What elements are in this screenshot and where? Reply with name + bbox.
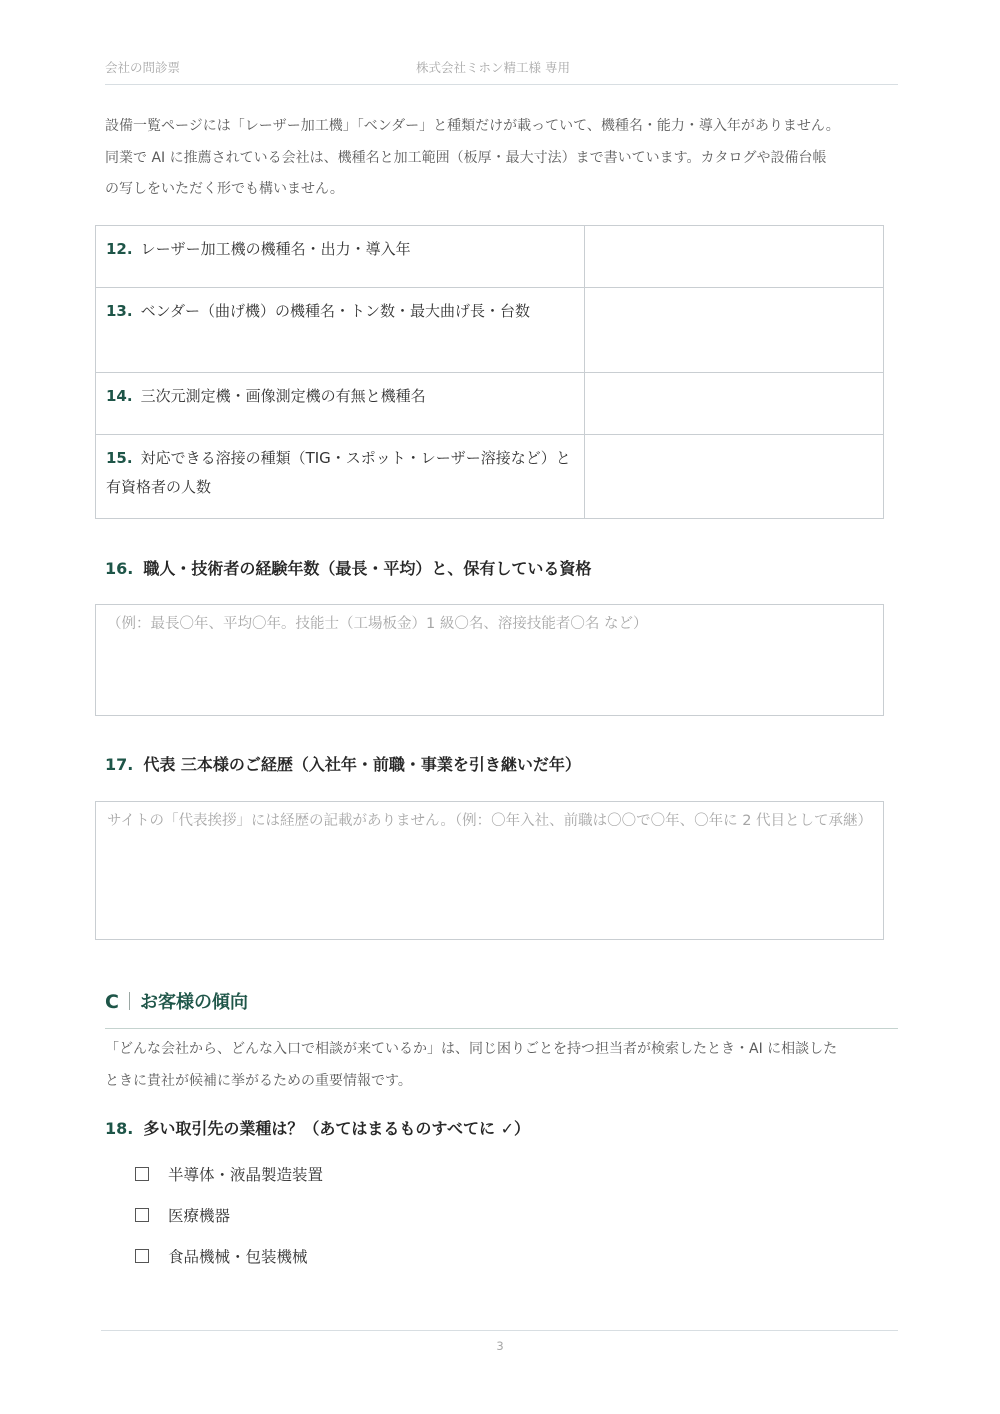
answer-placeholder: （例：最長〇年、平均〇年。技能士（工場板金）1 級〇名、溶接技能者〇名 など）: [107, 616, 648, 632]
table-row: [96, 288, 884, 373]
page-number: 3: [496, 1339, 504, 1353]
question-number: 13.: [106, 302, 133, 320]
checkbox-option[interactable]: [135, 1245, 323, 1286]
question-text: レーザー加工機の機種名・出力・導入年: [140, 240, 411, 258]
question-cell: [96, 226, 585, 288]
description-line: ときに貴社が候補に挙がるための重要情報です。: [105, 1072, 412, 1089]
question-number: 18.: [105, 1119, 134, 1138]
answer-placeholder: サイトの「代表挨拶」には経歴の記載がありません。（例：〇年入社、前職は〇〇で〇年、〇年に 2 代目として承継）: [107, 813, 873, 829]
intro-line: の写しをいただく形でも構いません。: [105, 181, 344, 197]
section-letter: C: [105, 991, 119, 1013]
table-row: [96, 226, 884, 288]
question-17-heading: [105, 752, 581, 775]
checkbox-icon[interactable]: [135, 1208, 149, 1222]
section-title-text: お客様の傾向: [139, 992, 248, 1013]
question-number: 15.: [106, 449, 133, 467]
question-number: 12.: [106, 240, 133, 258]
question-text: 多い取引先の業種は？（あてはまるものすべてに ✓）: [143, 1119, 531, 1138]
section-rule: [105, 1028, 898, 1029]
question-text: 代表 三本様のご経歴（入社年・前職・事業を引き継いだ年）: [143, 755, 581, 774]
page-header: [105, 56, 898, 85]
question-text: 対応できる溶接の種類（TIG・スポット・レーザー溶接など）と有資格者の人数: [106, 449, 571, 496]
table-row: [96, 435, 884, 519]
question-number: 16.: [105, 559, 134, 578]
question-17-answer-box[interactable]: [95, 801, 884, 940]
question-number: 17.: [105, 755, 134, 774]
answer-cell[interactable]: [584, 435, 883, 519]
question-number: 14.: [106, 387, 133, 405]
option-label: 食品機械・包装機械: [168, 1248, 308, 1266]
equipment-question-table: [95, 225, 884, 519]
header-document-name: 会社の問診票: [105, 60, 181, 75]
checkbox-option[interactable]: [135, 1204, 323, 1245]
answer-cell[interactable]: [584, 288, 883, 373]
question-text: 三次元測定機・画像測定機の有無と機種名: [140, 387, 426, 405]
footer-rule: [101, 1330, 898, 1331]
question-cell: [96, 288, 585, 373]
table-row: [96, 373, 884, 435]
intro-text: [105, 111, 915, 206]
intro-line: 設備一覧ページには「レーザー加工機」「ベンダー」と種類だけが載っていて、機種名・能力・導入年がありません。: [105, 118, 840, 134]
question-cell: [96, 435, 585, 519]
question-16-heading: [105, 556, 591, 579]
checkbox-icon[interactable]: [135, 1167, 149, 1181]
description-line: 「どんな会社から、どんな入口で相談が来ているか」は、同じ困りごとを持つ担当者が検索したとき・AI に相談した: [105, 1041, 838, 1057]
question-text: 職人・技術者の経験年数（最長・平均）と、保有している資格: [143, 559, 592, 578]
question-text: ベンダー（曲げ機）の機種名・トン数・最大曲げ長・台数: [140, 302, 530, 320]
industry-options: [135, 1163, 323, 1286]
checkbox-option[interactable]: [135, 1163, 323, 1204]
section-c-title: [105, 988, 248, 1014]
question-18-heading: [105, 1116, 530, 1139]
option-label: 半導体・液晶製造装置: [168, 1166, 324, 1184]
question-16-answer-box[interactable]: [95, 604, 884, 716]
answer-cell[interactable]: [584, 373, 883, 435]
section-c-description: [105, 1034, 905, 1097]
intro-line: 同業で AI に推薦されている会社は、機種名と加工範囲（板厚・最大寸法）まで書いています。カタログや設備台帳: [105, 149, 827, 166]
header-client-name: 株式会社ミホン精工様 専用: [416, 60, 570, 75]
section-divider: [129, 992, 130, 1010]
checkbox-icon[interactable]: [135, 1249, 149, 1263]
answer-cell[interactable]: [584, 226, 883, 288]
question-cell: [96, 373, 585, 435]
option-label: 医療機器: [168, 1207, 231, 1225]
